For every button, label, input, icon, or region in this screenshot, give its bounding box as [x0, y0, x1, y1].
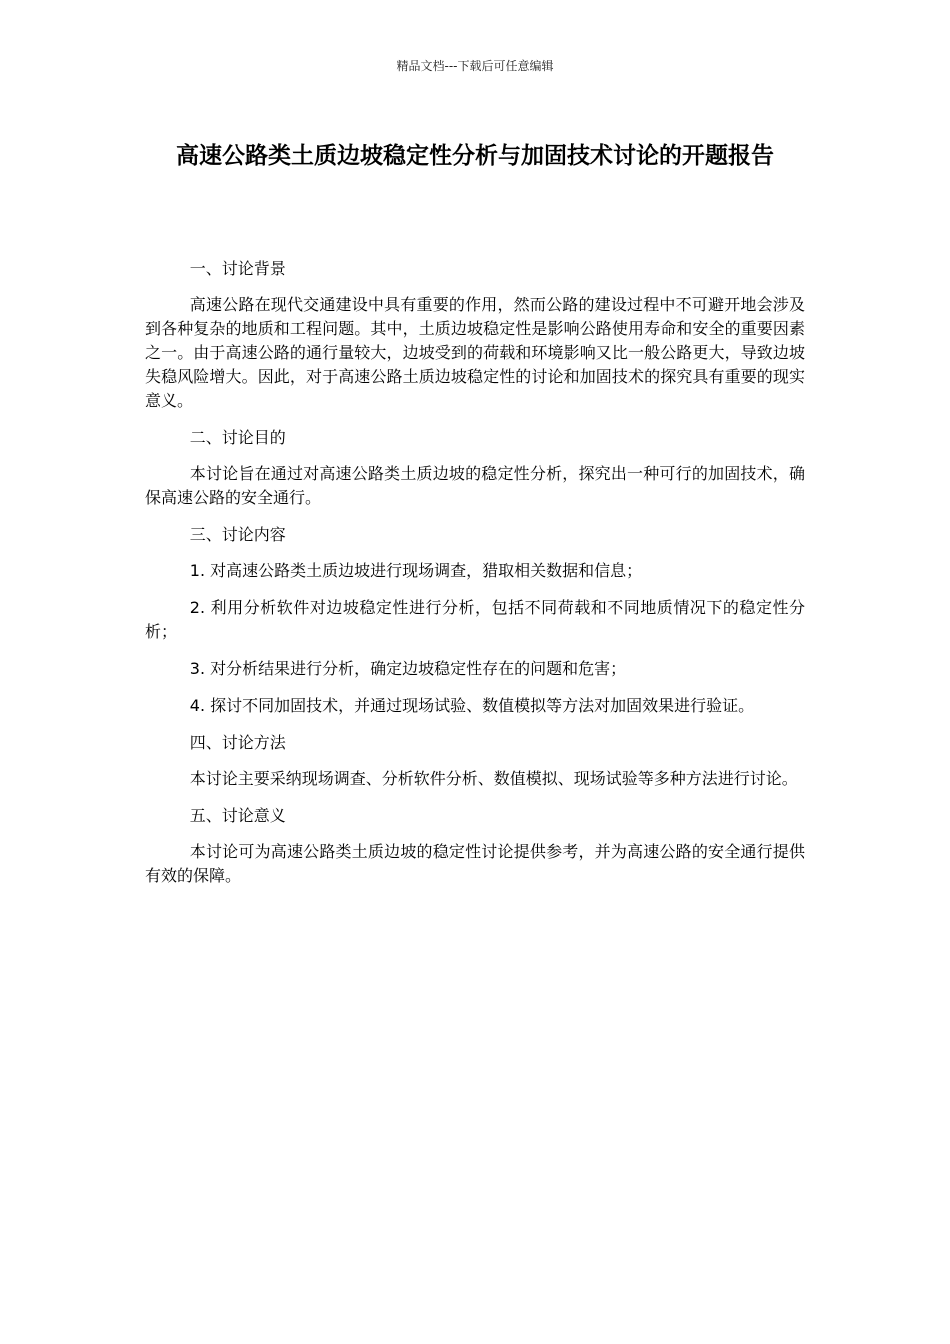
section-heading-purpose: 二、讨论目的 — [189, 428, 286, 447]
content-item-4: 4. 探讨不同加固技术，并通过现场试验、数值模拟等方法对加固效果进行验证。 — [189, 696, 755, 715]
content-item-1: 1. 对高速公路类土质边坡进行现场调查，猎取相关数据和信息； — [189, 561, 643, 580]
page-header-note: 精品文档---下载后可任意编辑 — [396, 59, 554, 73]
paragraph-background: 高速公路在现代交通建设中具有重要的作用，然而公路的建设过程中不可避开地会涉及到各种复杂的地质和工程问题。其中，土质边坡稳定性是影响公路使用寿命和安全的重要因素之一。由于高速公路的通行量较大，边坡受到的荷载和环境影响又比一般公路更大，导致边坡失稳风险增大。因此，对于高速公路土质边坡稳定性的讨论和加固技术的探究具有重要的现实意义。 — [145, 295, 805, 410]
document-body — [145, 257, 805, 901]
document-title: 高速公路类土质边坡稳定性分析与加固技术讨论的开题报告 — [176, 143, 774, 169]
content-item-3: 3. 对分析结果进行分析，确定边坡稳定性存在的问题和危害； — [189, 659, 627, 678]
section-heading-method: 四、讨论方法 — [189, 733, 286, 752]
paragraph-method: 本讨论主要采纳现场调查、分析软件分析、数值模拟、现场试验等多种方法进行讨论。 — [189, 769, 798, 788]
section-heading-background: 一、讨论背景 — [189, 259, 286, 278]
content-item-2: 2. 利用分析软件对边坡稳定性进行分析，包括不同荷载和不同地质情况下的稳定性分析； — [145, 598, 805, 641]
paragraph-purpose: 本讨论旨在通过对高速公路类土质边坡的稳定性分析，探究出一种可行的加固技术，确保高速公路的安全通行。 — [145, 464, 805, 507]
section-heading-content: 三、讨论内容 — [189, 525, 286, 544]
section-heading-significance: 五、讨论意义 — [189, 806, 286, 825]
paragraph-significance: 本讨论可为高速公路类土质边坡的稳定性讨论提供参考，并为高速公路的安全通行提供有效的保障。 — [145, 842, 805, 885]
